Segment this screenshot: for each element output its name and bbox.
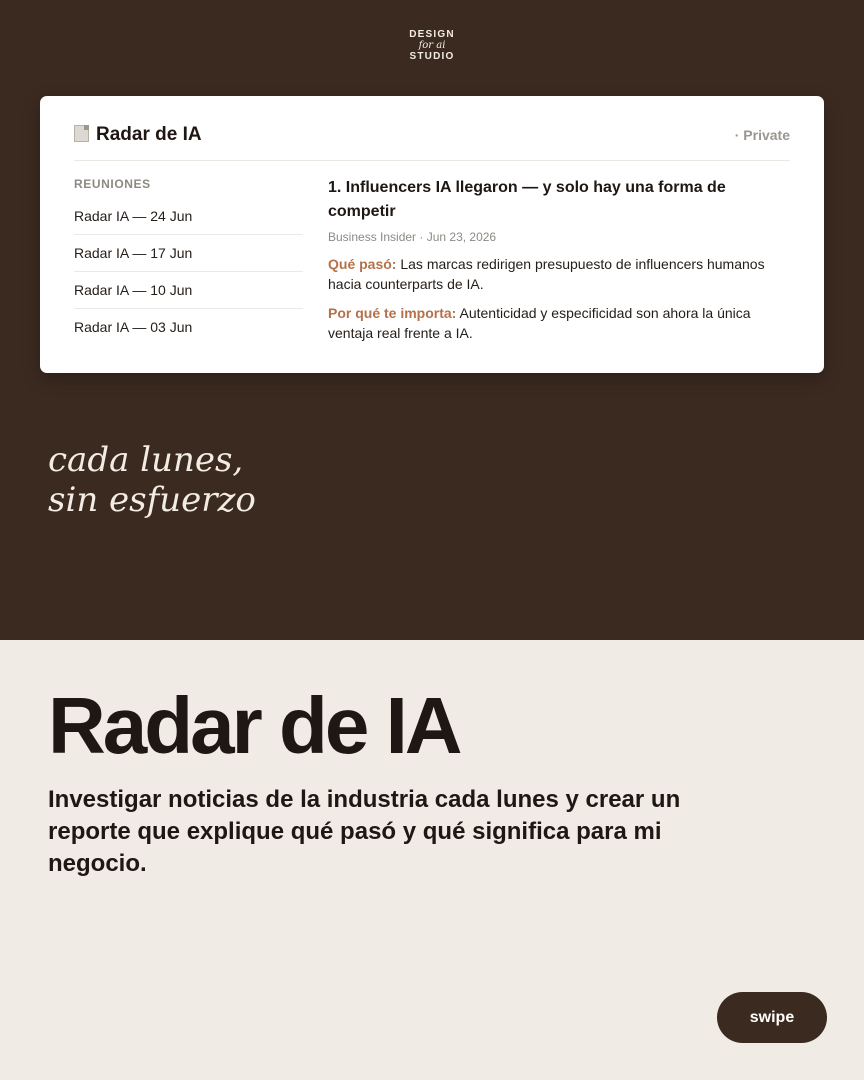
meetings-sidebar (74, 176, 303, 353)
article-meta: Business Insider · Jun 23, 2026 (328, 230, 497, 244)
notes-card (40, 96, 824, 373)
sidebar-item[interactable]: Radar IA — 10 Jun (74, 280, 303, 309)
sidebar-item[interactable]: Radar IA — 24 Jun (74, 206, 303, 235)
why-matters-text: Autenticidad y especificidad son ahora la única ventaja real frente a IA. (328, 305, 751, 341)
why-matters-label: Por qué te importa: (328, 305, 457, 321)
tagline-line-2: sin esfuerzo (48, 480, 256, 520)
studio-logo (0, 29, 864, 62)
what-happened-paragraph (328, 254, 768, 294)
privacy-label: · Private (734, 127, 790, 143)
why-matters-paragraph (328, 303, 768, 343)
sidebar-item[interactable]: Radar IA — 17 Jun (74, 243, 303, 272)
logo-line-1: DESIGN (409, 29, 455, 40)
tagline-line-1: cada lunes, (48, 440, 244, 480)
card-header (74, 121, 790, 161)
sidebar-item[interactable]: Radar IA — 03 Jun (74, 319, 193, 335)
article-summary (328, 176, 768, 343)
document-icon (74, 125, 89, 142)
bottom-section (0, 640, 864, 1080)
hero-subtitle: Investigar noticias de la industria cada lunes y crear un reporte que explique qué pasó y qué significa para mi negocio. (48, 786, 681, 877)
logo-line-2: for ai (418, 40, 446, 51)
what-happened-text: Las marcas redirigen presupuesto de influencers humanos hacia counterparts de IA. (328, 256, 765, 292)
logo-line-3: STUDIO (409, 51, 455, 62)
card-title: Radar de IA (96, 124, 202, 145)
hero-title: Radar de IA (48, 681, 460, 770)
what-happened-label: Qué pasó: (328, 256, 397, 272)
handwritten-tagline (48, 440, 256, 520)
article-title: 1. Influencers IA llegaron — y solo hay una forma de competir (328, 179, 726, 220)
swipe-button[interactable]: swipe (717, 992, 827, 1043)
sidebar-heading: REUNIONES (74, 177, 151, 191)
